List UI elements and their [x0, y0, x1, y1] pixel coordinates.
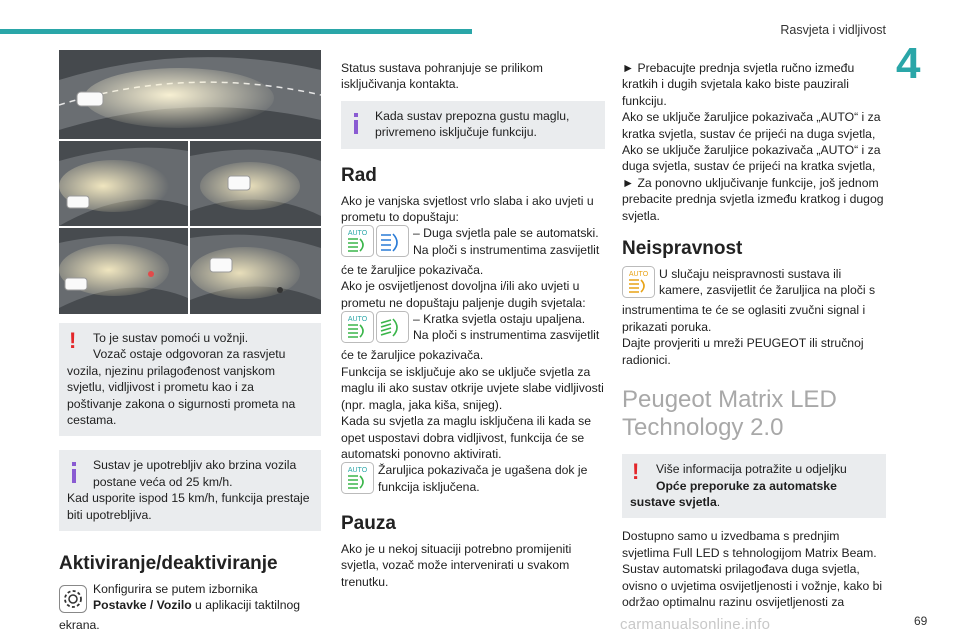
- fault-p2: Dajte provjeriti u mreži PEUGEOT ili stručnoj radionici.: [622, 336, 864, 367]
- rad-p3: Ako je osvijetljenost dovoljna i/ili ako uvjeti u prometu ne dopuštaju paljenje dugih svjetala:: [341, 279, 586, 310]
- activation-text-b: u aplikaciji taktilnog: [191, 598, 301, 613]
- reactivate-text: ► Za ponovno uključivanje funkcije, još jednom prebacite prednja svjetla između kratkog i dugog svjetla.: [622, 175, 884, 223]
- column-right: [622, 60, 886, 610]
- matrix-heading-line1: Peugeot Matrix LED: [622, 386, 837, 414]
- rad-p2c: će te žaruljice pokazivača.: [341, 262, 484, 277]
- fog-note-text: Kada sustav prepozna gustu maglu, privremeno isključuje funkciju.: [375, 108, 570, 140]
- page-number: 69: [914, 614, 928, 628]
- neispravnost-heading: Neispravnost: [622, 238, 743, 260]
- rad-p7a: Žaruljica pokazivača je ugašena dok je: [378, 463, 588, 478]
- matrix-p1: Dostupno samo u izvedbama s prednjim svjetlima Full LED s tehnologijom Matrix Beam.: [622, 529, 877, 560]
- illustration-pedestrian: [190, 228, 321, 314]
- illustration-low-beam-1: [59, 141, 188, 226]
- info-icon: [354, 113, 358, 134]
- activation-text-a: Konfigurira se putem izbornika: [93, 582, 258, 597]
- illustration-high-beam-road: [59, 50, 321, 139]
- rad-p4c: će te žaruljice pokazivača.: [341, 348, 484, 363]
- auto-fault-icon: [622, 266, 655, 302]
- warning-note: [59, 323, 321, 436]
- rad-p6: Kada su svjetla za maglu isključena ili kada se opet uspostavi dobra vidljivost, funkcija će se automatski ponovno aktivirati.: [341, 414, 591, 461]
- rad-heading: Rad: [341, 164, 377, 186]
- illustration-grid: [59, 50, 321, 314]
- info-note-speed: [59, 450, 321, 531]
- column-left: [59, 50, 321, 634]
- column-middle: [341, 60, 605, 590]
- manual-switch-text: ► Prebacujte prednja svjetla ručno između kratkih i dugih svjetala kako biste pauzirali funkciju.: [622, 61, 855, 108]
- matrix-note-first: Više informacija potražite u odjeljku: [656, 462, 847, 477]
- info-note-third: Kad usporite ispod 15 km/h, funkcija prestaje biti upotrebljiva.: [67, 491, 310, 522]
- info-icon: [72, 462, 76, 483]
- warning-icon: !: [69, 328, 77, 353]
- matrix-note-end: .: [716, 494, 721, 509]
- gear-icon: [59, 585, 87, 617]
- rad-p2a: – Duga svjetla pale se automatski.: [413, 226, 599, 241]
- info-note-fog: [341, 101, 605, 149]
- warning-icon: !: [632, 459, 640, 485]
- rad-p1: Ako je vanjska svjetlost vrlo slaba i ako uvjeti u prometu to dopuštaju:: [341, 193, 594, 225]
- info-note-first: Sustav je upotrebljiv ako brzina vozila: [93, 458, 297, 473]
- watermark: carmanualsonline.info: [620, 616, 771, 633]
- pauza-heading: Pauza: [341, 512, 396, 534]
- chapter-number: 4: [896, 39, 921, 88]
- rad-p2b: Na ploči s instrumentima zasvijetlit: [413, 242, 600, 257]
- fault-p1b: kamere, zasvijetlit će žaruljica na ploči s: [659, 283, 876, 298]
- auto-label: AUTO: [347, 230, 368, 238]
- rad-p4a: – Kratka svjetla ostaju upaljena.: [413, 312, 586, 327]
- intro-text: Status sustava pohranjuje se prilikom isključivanja kontakta.: [341, 61, 543, 92]
- fault-p1c: instrumentima te će se oglasiti zvučni signal i prikazati poruka.: [622, 303, 866, 334]
- svg-text:AUTO: AUTO: [347, 467, 368, 475]
- warning-note-body: Vozač ostaje odgovoran za rasvjetu vozila, njezinu prilagođenost vanjskom svjetlu, vidljivost i prometu kao i za poštivanje zakona o sigurnosti prometa na cestama.: [67, 347, 296, 428]
- illustration-low-beam-2: [190, 141, 321, 226]
- svg-text:AUTO: AUTO: [347, 316, 368, 324]
- svg-text:AUTO: AUTO: [628, 271, 649, 279]
- illustration-oncoming-vehicle: [59, 228, 188, 314]
- matrix-p2: Sustav automatski prilagođava duga svjetla, ovisno o uvjetima osvijetljenosti i vožnje, kako bi održao optimalnu razinu osvijetljenosti za: [622, 562, 883, 609]
- rad-p4b: Na ploči s instrumentima zasvijetlit: [413, 328, 600, 343]
- rad-p7b: funkcija isključena.: [378, 479, 480, 494]
- auto-low-switch-text: Ako se uključe žaruljice pokazivača „AUTO“ i za kratka svjetla, sustav će prijeći na duga svjetla,: [622, 110, 881, 141]
- auto-high-beam-icon: [341, 225, 409, 261]
- auto-indicator-icon: [341, 462, 374, 498]
- activation-heading: Aktiviranje/deaktiviranje: [59, 553, 278, 575]
- matrix-warning-note: [622, 454, 886, 518]
- info-note-second: postane veća od 25 km/h.: [93, 474, 233, 489]
- section-title: Rasvjeta i vidljivost: [780, 23, 886, 37]
- matrix-note-bold: Opće preporuke za automatske sustave svjetla: [630, 478, 837, 509]
- rad-p5: Funkcija se isključuje ako se uključe svjetla za maglu ili ako sustav otkrije uvjete slabe vidljivosti (npr. magla, jaka kiša, snijeg).: [341, 364, 604, 412]
- header-accent-bar: [0, 29, 472, 34]
- activation-text-c: ekrana.: [59, 618, 100, 633]
- pauza-p1: Ako je u nekoj situaciji potrebno promijeniti svjetla, vozač može intervenirati u svakom trenutku.: [341, 541, 572, 589]
- auto-low-beam-icon: [341, 311, 409, 347]
- fault-p1a: U slučaju neispravnosti sustava ili: [659, 267, 842, 282]
- warning-note-first: To je sustav pomoći u vožnji.: [93, 331, 249, 345]
- auto-high-switch-text: Ako se uključe žaruljice pokazivača „AUTO“ i za duga svjetla, sustav će prijeći na kratka svjetla,: [622, 143, 881, 174]
- matrix-heading-line2: Technology 2.0: [622, 414, 784, 442]
- activation-menu-path: Postavke / Vozilo: [93, 598, 192, 613]
